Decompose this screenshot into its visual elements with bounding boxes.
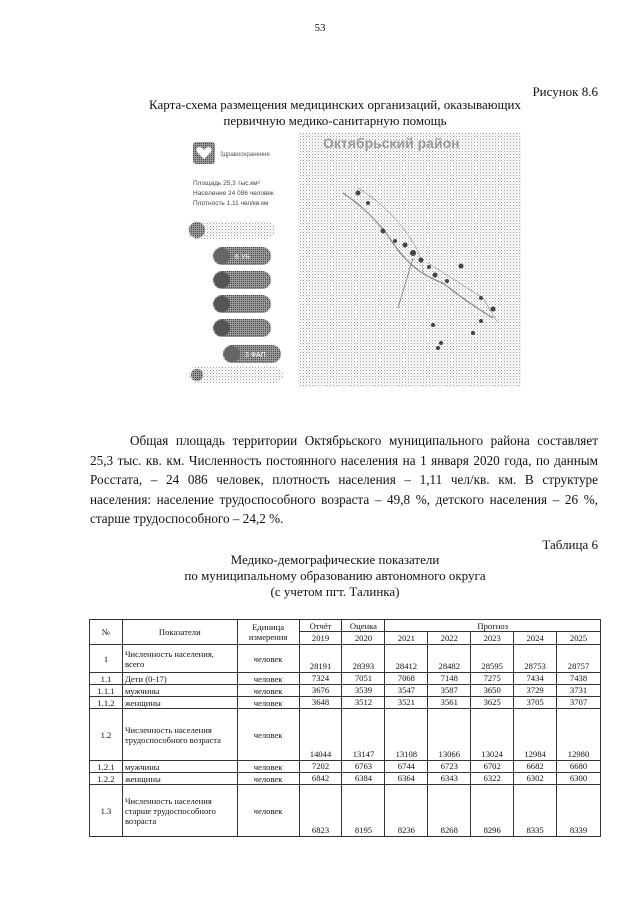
table-row	[90, 773, 601, 785]
table-title-line2: по муниципальному образованию автономного округа	[184, 568, 486, 583]
map-title: Октябрьский район	[323, 135, 460, 151]
row-unit: человек	[237, 709, 299, 761]
row-unit: человек	[237, 697, 299, 709]
table-row	[90, 785, 601, 837]
row-indicator: мужчины	[122, 761, 237, 773]
row-number: 1.3	[90, 785, 123, 837]
row-value: 6823	[299, 785, 342, 837]
header-year: 2025	[557, 632, 601, 645]
row-unit: человек	[237, 673, 299, 685]
row-value: 14044	[299, 709, 342, 761]
legend-item	[189, 367, 283, 383]
row-value: 3521	[385, 697, 428, 709]
row-indicator: женщины	[122, 697, 237, 709]
map-background	[298, 133, 521, 387]
row-value: 8335	[514, 785, 557, 837]
row-value: 3707	[557, 697, 601, 709]
legend-item	[213, 271, 271, 289]
row-value: 28757	[557, 645, 601, 673]
row-indicator: Численность населения, всего	[122, 645, 237, 673]
row-value: 6682	[514, 761, 557, 773]
row-value: 7275	[471, 673, 514, 685]
header-year: 2022	[428, 632, 471, 645]
figure-title	[95, 97, 575, 129]
row-value: 3650	[471, 685, 514, 697]
table-row	[90, 645, 601, 673]
row-value: 3539	[342, 685, 385, 697]
row-value: 28412	[385, 645, 428, 673]
row-value: 28595	[471, 645, 514, 673]
stat-area: Площадь 25,3 тыс.км²	[193, 180, 260, 187]
table-row	[90, 697, 601, 709]
legend-item	[187, 221, 275, 239]
row-value: 6680	[557, 761, 601, 773]
row-value: 7438	[557, 673, 601, 685]
figure-label: Рисунок 8.6	[532, 84, 598, 99]
header-unit: Единица измерения	[237, 620, 299, 645]
header-year: 2020	[342, 632, 385, 645]
header-indicator: Показатели	[122, 620, 237, 645]
map-svg	[183, 133, 521, 389]
row-indicator: мужчины	[122, 685, 237, 697]
row-value: 3547	[385, 685, 428, 697]
row-value: 12980	[557, 709, 601, 761]
legend-item	[213, 319, 271, 337]
row-unit: человек	[237, 773, 299, 785]
header-year: 2021	[385, 632, 428, 645]
row-value: 7202	[299, 761, 342, 773]
logo-text: Здравоохранение	[220, 152, 270, 158]
row-number: 1	[90, 645, 123, 673]
row-value: 7148	[428, 673, 471, 685]
row-value: 8195	[342, 785, 385, 837]
header-forecast: Прогноз	[385, 620, 601, 632]
row-value: 3729	[514, 685, 557, 697]
header-year: 2023	[471, 632, 514, 645]
table-row	[90, 761, 601, 773]
legend-item	[223, 345, 281, 363]
row-value: 8268	[428, 785, 471, 837]
row-value: 13024	[471, 709, 514, 761]
figure-title-line1: Карта-схема размещения медицинских организаций, оказывающих	[149, 97, 521, 112]
row-value: 7324	[299, 673, 342, 685]
stat-population: Население 24 086 человек	[193, 190, 274, 197]
svg-text:6 УБ: 6 УБ	[235, 254, 250, 261]
demographic-table	[89, 619, 601, 837]
figure-title-line2: первичную медико-санитарную помощь	[223, 113, 447, 128]
header-report: Отчёт	[299, 620, 342, 632]
header-estimate: Оценка	[342, 620, 385, 632]
row-indicator: Численность населения старше трудоспособного возраста	[122, 785, 237, 837]
svg-text:3 ФАП: 3 ФАП	[245, 352, 266, 359]
row-value: 3561	[428, 697, 471, 709]
row-value: 13147	[342, 709, 385, 761]
row-value: 7434	[514, 673, 557, 685]
row-value: 28753	[514, 645, 557, 673]
row-value: 28482	[428, 645, 471, 673]
header-num: №	[90, 620, 123, 645]
row-value: 3676	[299, 685, 342, 697]
row-value: 7068	[385, 673, 428, 685]
row-value: 6842	[299, 773, 342, 785]
table-title	[150, 552, 520, 600]
row-value: 28191	[299, 645, 342, 673]
row-number: 1.1	[90, 673, 123, 685]
row-value: 6702	[471, 761, 514, 773]
row-value: 3731	[557, 685, 601, 697]
table-row	[90, 709, 601, 761]
row-value: 12984	[514, 709, 557, 761]
row-value: 8296	[471, 785, 514, 837]
heart-logo-icon	[193, 142, 215, 164]
row-unit: человек	[237, 685, 299, 697]
row-value: 6744	[385, 761, 428, 773]
stat-density: Плотность 1,11 чел/кв.км	[193, 200, 269, 207]
paragraph-text: Общая площадь территории Октябрьского муниципального района составляет 25,3 тыс. кв. км. Численность постоянного населения на 1 января 2020 года, по данным Росстата, – 24 086 человек, плотность населения – 1,11 чел/кв. км. В структуре населения: население трудоспособного возраста – 49,8 %, детского населения – 26 %, старше трудоспособного – 24,2 %.	[90, 433, 598, 526]
row-value: 7051	[342, 673, 385, 685]
row-indicator: Численность населения трудоспособного возраста	[122, 709, 237, 761]
row-indicator: Дети (0-17)	[122, 673, 237, 685]
row-value: 28393	[342, 645, 385, 673]
row-value: 3648	[299, 697, 342, 709]
row-value: 8339	[557, 785, 601, 837]
row-value: 6723	[428, 761, 471, 773]
table-label: Таблица 6	[542, 537, 598, 552]
row-value: 6300	[557, 773, 601, 785]
row-indicator: женщины	[122, 773, 237, 785]
row-value: 6343	[428, 773, 471, 785]
legend-item	[213, 295, 271, 313]
legend-item	[213, 247, 271, 265]
row-value: 6384	[342, 773, 385, 785]
row-unit: человек	[237, 761, 299, 773]
row-value: 6763	[342, 761, 385, 773]
row-value: 6302	[514, 773, 557, 785]
table-title-line3: (с учетом пгт. Талинка)	[270, 584, 400, 599]
header-year: 2024	[514, 632, 557, 645]
table-title-line1: Медико-демографические показатели	[230, 552, 440, 567]
row-value: 3705	[514, 697, 557, 709]
row-number: 1.2	[90, 709, 123, 761]
table-row	[90, 673, 601, 685]
row-value: 13108	[385, 709, 428, 761]
row-number: 1.2.2	[90, 773, 123, 785]
row-value: 3512	[342, 697, 385, 709]
row-value: 6364	[385, 773, 428, 785]
body-paragraph	[90, 431, 598, 529]
row-number: 1.1.1	[90, 685, 123, 697]
row-value: 13066	[428, 709, 471, 761]
page-number: 53	[314, 22, 326, 34]
row-number: 1.2.1	[90, 761, 123, 773]
row-unit: человек	[237, 645, 299, 673]
row-value: 6322	[471, 773, 514, 785]
row-value: 8236	[385, 785, 428, 837]
map-figure	[183, 133, 521, 389]
row-number: 1.1.2	[90, 697, 123, 709]
row-value: 3587	[428, 685, 471, 697]
row-unit: человек	[237, 785, 299, 837]
table-row	[90, 685, 601, 697]
header-year: 2019	[299, 632, 342, 645]
row-value: 3625	[471, 697, 514, 709]
